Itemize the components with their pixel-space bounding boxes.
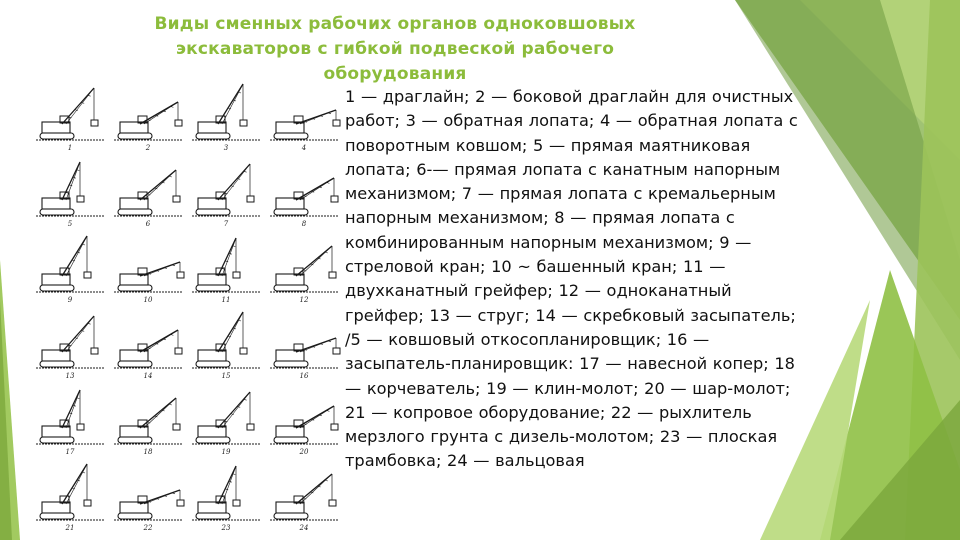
machine-sketch-11 [192,238,260,304]
machine-sketch-21 [36,464,104,532]
figure-number-label: 1 [67,144,73,152]
figure-number-label: 10 [143,296,153,304]
figure-number-label: 11 [221,296,231,304]
figure-number-label: 12 [299,296,309,304]
figure-number-label: 15 [221,372,231,380]
figure-number-label: 8 [301,220,307,228]
machine-sketch-4 [270,110,340,152]
machine-sketch-10 [114,262,184,304]
figure-number-label: 20 [299,448,309,456]
machine-sketch-15 [192,312,260,380]
machine-sketch-18 [114,398,182,456]
machine-sketch-5 [36,162,104,228]
figure-number-label: 22 [143,524,153,532]
machine-sketch-14 [114,330,182,380]
machine-sketch-23 [192,466,260,532]
machine-sketch-19 [192,392,260,456]
legend-text: 1 — драглайн; 2 — боковой драглайн для очистных работ; 3 — обратная лопата; 4 — обратная лопата с поворотным ковшом; 5 — прямая маятниковая лопата; 6-— прямая лопата с канатным напорным механизмом; 7 — прямая лопата с кремальерным напорным механизмом; 8 — прямая лопата с комбинированным напорным механизмом; 9 — стреловой кран; 10 ~ башенный кран; 11 — двухканатный грейфер; 12 — одноканатный грейфер; 13 — струг; 14 — скребковый засыпатель; /5 — ковшовый откосопланировщик; 16 — засыпатель-планировщик: 17 — навесной копер; 18 — корчеватель; 19 — клин-молот; 20 — шар-молот; 21 — копровое оборудование; 22 — рыхлитель мерзлого грунта с дизель-молотом; 23 — плоская трамбовка; 24 — вальцовая [345,87,798,471]
figure-number-label: 21 [65,524,75,532]
figure-number-label: 17 [65,448,75,456]
machine-sketch-7 [192,164,260,228]
machine-sketch-24 [270,474,338,532]
equipment-figure [32,80,344,540]
machine-sketch-3 [192,84,260,152]
machine-sketch-17 [36,390,104,456]
machine-sketch-12 [270,246,338,304]
figure-number-label: 7 [223,220,229,228]
title-line-3: оборудования [323,64,467,84]
slide-title [95,12,695,87]
machine-sketch-13 [36,316,104,380]
machine-sketch-8 [270,178,338,228]
figure-number-label: 23 [221,524,231,532]
figure-number-label: 14 [143,372,153,380]
figure-number-label: 16 [299,372,309,380]
equipment-diagram-grid [32,80,344,540]
figure-number-label: 2 [145,144,151,152]
figure-number-label: 4 [301,144,307,152]
figure-number-label: 13 [65,372,75,380]
machine-sketch-6 [114,170,182,228]
title-line-1: Виды сменных рабочих органов одноковшовых [154,14,636,34]
figure-number-label: 3 [223,144,229,152]
figure-number-label: 5 [67,220,73,228]
machine-sketch-20 [270,406,338,456]
figure-number-label: 18 [143,448,153,456]
machine-sketch-2 [114,102,182,152]
machine-sketch-16 [270,338,340,380]
figure-number-label: 9 [67,296,73,304]
figure-number-label: 19 [221,448,231,456]
machine-sketch-9 [36,236,104,304]
machine-sketch-1 [36,88,104,152]
machine-sketch-22 [114,490,184,532]
figure-number-label: 24 [299,524,309,532]
figure-number-label: 6 [145,220,151,228]
title-line-2: экскаваторов с гибкой подвеской рабочего [175,39,615,59]
